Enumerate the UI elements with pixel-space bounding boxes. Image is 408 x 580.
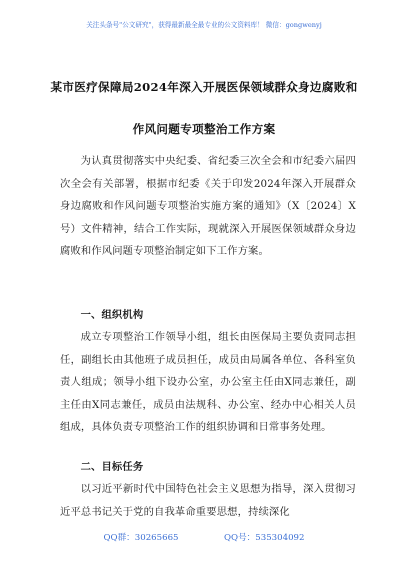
document-title-line-2: 作风问题专项整治工作方案 [132,122,276,136]
document-title-line-1: 某市医疗保障局2024年深入开展医保领域群众身边腐败和 [50,80,358,94]
organization-paragraph: 成立专项整治工作领导小组，组长由医保局主要负责同志担任，副组长由其他班子成员担任，成员由局属各单位、各科室负责人组成；领导小组下设办公室，办公室主任由X同志兼任，副主任由X同志兼任，成员由法规科、办公室、经办中心相关人员组成，具体负责专项整治工作的组织协调和日常事务处理。 [60,331,356,433]
goals-paragraph: 以习近平新时代中国特色社会主义思想为指导，深入贯彻习近平总书记关于党的自我革命重要思想，持续深化 [60,483,356,518]
section-heading-goals: 二、目标任务 [80,461,144,473]
section-heading-organization: 一、组织机构 [80,309,144,321]
intro-paragraph: 为认真贯彻落实中央纪委、省纪委三次全会和市纪委六届四次全会有关部署，根据市纪委《关于印发2024年深入开展群众身边腐败和作风问题专项整治实施方案的通知》（X〔2024〕X号）文件精神，结合工作实际，现就深入开展医保领域群众身边腐败和作风问题专项整治制定如下工作方案。 [60,155,356,257]
footer-qq-group: QQ群：30265665 [103,533,179,543]
footer-contacts [0,532,408,544]
header-promo-banner: 关注头条号"公文研究"，获得最新最全最专业的公文资料库！ 微信：gongwenyj [86,21,322,29]
footer-qq-number: QQ号：535304092 [224,533,305,543]
